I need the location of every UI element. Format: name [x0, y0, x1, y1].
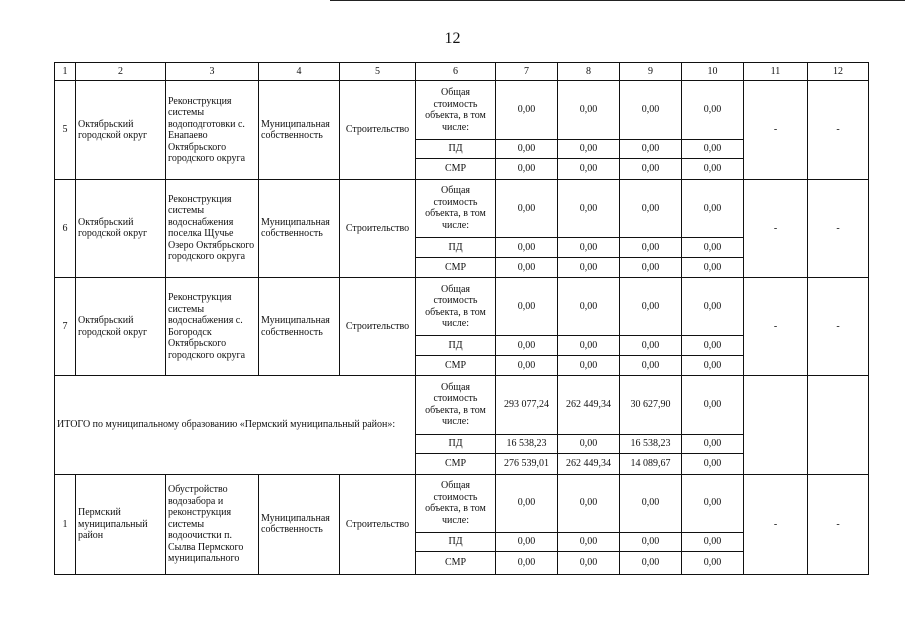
cost-label: Общая стоимость объекта, в том числе: — [416, 277, 496, 335]
value-cell: 293 077,24 — [496, 376, 558, 434]
value-cell: 0,00 — [620, 532, 682, 551]
value-cell: 0,00 — [620, 179, 682, 237]
value-cell: 0,00 — [682, 139, 744, 158]
work-type-cell: Строительство — [340, 81, 416, 179]
value-cell: 0,00 — [620, 81, 682, 139]
row-number: 1 — [55, 474, 76, 574]
value-cell: 0,00 — [558, 355, 620, 375]
value-cell: 0,00 — [620, 552, 682, 575]
pd-label: ПД — [416, 336, 496, 355]
row-number: 7 — [55, 277, 76, 375]
value-cell: 0,00 — [682, 355, 744, 375]
value-cell: 0,00 — [496, 336, 558, 355]
value-cell: 16 538,23 — [620, 434, 682, 453]
col12-cell: - — [808, 277, 869, 375]
district-cell: Пермский муниципальный район — [76, 474, 166, 574]
value-cell: 0,00 — [558, 159, 620, 179]
ownership-cell: Муниципальная собственность — [259, 277, 340, 375]
smr-label: СМР — [416, 454, 496, 474]
header-cell: 6 — [416, 63, 496, 81]
value-cell: 0,00 — [496, 277, 558, 335]
ownership-cell: Муниципальная собственность — [259, 81, 340, 179]
col12-cell — [808, 376, 869, 474]
ownership-cell: Муниципальная собственность — [259, 474, 340, 574]
value-cell: 0,00 — [496, 238, 558, 257]
col12-cell: - — [808, 179, 869, 277]
value-cell: 0,00 — [496, 474, 558, 532]
col11-cell: - — [744, 474, 808, 574]
object-cell: Реконструкция системы водоснабжения с. Богородск Октябрьского городского округа — [166, 277, 259, 375]
value-cell: 14 089,67 — [620, 454, 682, 474]
col11-cell: - — [744, 277, 808, 375]
header-cell: 12 — [808, 63, 869, 81]
value-cell: 0,00 — [682, 81, 744, 139]
value-cell: 30 627,90 — [620, 376, 682, 434]
smr-label: СМР — [416, 257, 496, 277]
value-cell: 0,00 — [682, 277, 744, 335]
smr-label: СМР — [416, 355, 496, 375]
value-cell: 0,00 — [682, 336, 744, 355]
pd-label: ПД — [416, 238, 496, 257]
value-cell: 0,00 — [620, 257, 682, 277]
table-row — [55, 81, 869, 139]
work-type-cell: Строительство — [340, 179, 416, 277]
value-cell: 0,00 — [496, 552, 558, 575]
header-cell: 9 — [620, 63, 682, 81]
row-number: 6 — [55, 179, 76, 277]
value-cell: 0,00 — [496, 532, 558, 551]
object-cell: Обустройство водозабора и реконструкция системы водоочистки п. Сылва Пермского муниципального — [166, 474, 259, 574]
value-cell: 0,00 — [620, 238, 682, 257]
header-cell: 8 — [558, 63, 620, 81]
value-cell: 0,00 — [496, 355, 558, 375]
value-cell: 0,00 — [620, 474, 682, 532]
col11-cell: - — [744, 179, 808, 277]
pd-label: ПД — [416, 532, 496, 551]
pd-label: ПД — [416, 139, 496, 158]
value-cell: 0,00 — [496, 257, 558, 277]
value-cell: 0,00 — [682, 376, 744, 434]
ownership-cell: Муниципальная собственность — [259, 179, 340, 277]
value-cell: 0,00 — [558, 336, 620, 355]
value-cell: 0,00 — [682, 257, 744, 277]
work-type-cell: Строительство — [340, 474, 416, 574]
header-cell: 3 — [166, 63, 259, 81]
value-cell: 0,00 — [682, 434, 744, 453]
cost-label: Общая стоимость объекта, в том числе: — [416, 376, 496, 434]
total-label: ИТОГО по муниципальному образованию «Пермский муниципальный район»: — [55, 376, 416, 474]
total-row — [55, 376, 869, 434]
value-cell: 0,00 — [682, 454, 744, 474]
object-cell: Реконструкция системы водоснабжения поселка Щучье Озеро Октябрьского городского округа — [166, 179, 259, 277]
value-cell: 0,00 — [682, 474, 744, 532]
header-cell: 5 — [340, 63, 416, 81]
value-cell: 0,00 — [558, 532, 620, 551]
value-cell: 0,00 — [682, 179, 744, 237]
value-cell: 0,00 — [558, 139, 620, 158]
header-cell: 2 — [76, 63, 166, 81]
col12-cell: - — [808, 474, 869, 574]
header-cell: 7 — [496, 63, 558, 81]
header-cell: 11 — [744, 63, 808, 81]
value-cell: 0,00 — [558, 179, 620, 237]
value-cell: 0,00 — [558, 474, 620, 532]
smr-label: СМР — [416, 552, 496, 575]
row-number: 5 — [55, 81, 76, 179]
value-cell: 0,00 — [682, 238, 744, 257]
value-cell: 0,00 — [620, 139, 682, 158]
value-cell: 0,00 — [496, 179, 558, 237]
value-cell: 0,00 — [620, 355, 682, 375]
value-cell: 16 538,23 — [496, 434, 558, 453]
header-cell: 10 — [682, 63, 744, 81]
value-cell: 262 449,34 — [558, 454, 620, 474]
value-cell: 0,00 — [496, 81, 558, 139]
col12-cell: - — [808, 81, 869, 179]
value-cell: 0,00 — [620, 336, 682, 355]
district-cell: Октябрьский городской округ — [76, 277, 166, 375]
value-cell: 0,00 — [620, 159, 682, 179]
object-cell: Реконструкция системы водоподготовки с. Енапаево Октябрьского городского округа — [166, 81, 259, 179]
table-row — [55, 179, 869, 237]
district-cell: Октябрьский городской округ — [76, 179, 166, 277]
value-cell: 0,00 — [558, 434, 620, 453]
header-cell: 4 — [259, 63, 340, 81]
value-cell: 0,00 — [558, 238, 620, 257]
value-cell: 0,00 — [620, 277, 682, 335]
cost-label: Общая стоимость объекта, в том числе: — [416, 81, 496, 139]
cost-label: Общая стоимость объекта, в том числе: — [416, 179, 496, 237]
value-cell: 0,00 — [496, 159, 558, 179]
value-cell: 0,00 — [558, 277, 620, 335]
header-cell: 1 — [55, 63, 76, 81]
page-number: 12 — [444, 30, 461, 47]
cost-label: Общая стоимость объекта, в том числе: — [416, 474, 496, 532]
value-cell: 262 449,34 — [558, 376, 620, 434]
pd-label: ПД — [416, 434, 496, 453]
value-cell: 0,00 — [558, 552, 620, 575]
value-cell: 276 539,01 — [496, 454, 558, 474]
value-cell: 0,00 — [558, 81, 620, 139]
col11-cell: - — [744, 81, 808, 179]
header-row — [55, 63, 869, 81]
district-cell: Октябрьский городской округ — [76, 81, 166, 179]
value-cell: 0,00 — [496, 139, 558, 158]
value-cell: 0,00 — [682, 532, 744, 551]
smr-label: СМР — [416, 159, 496, 179]
investment-table — [54, 62, 869, 575]
work-type-cell: Строительство — [340, 277, 416, 375]
table-row — [55, 277, 869, 335]
value-cell: 0,00 — [682, 159, 744, 179]
top-border-line — [330, 0, 905, 1]
table-row — [55, 474, 869, 532]
value-cell: 0,00 — [682, 552, 744, 575]
value-cell: 0,00 — [558, 257, 620, 277]
col11-cell — [744, 376, 808, 474]
